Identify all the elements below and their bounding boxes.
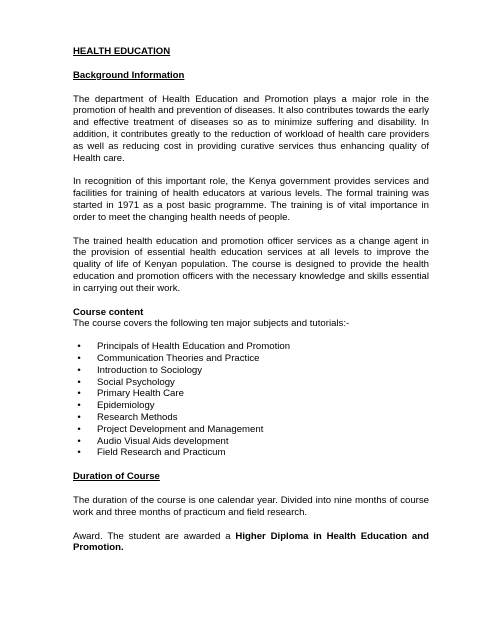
duration-heading: Duration of Course — [73, 471, 160, 483]
list-item — [73, 365, 429, 377]
background-paragraph-3: The trained health education and promotion officer services as a change agent in the provision of essential health education services at all levels to improve the quality of life of Kenyan population. The course is designed to provide the health education and promotion officers with the necessary knowledge and skills essential in carrying out their work. — [73, 235, 429, 294]
list-item-label: Research Methods — [97, 411, 178, 423]
award-qualification: Higher Diploma in Health Education and Promotion. — [73, 530, 429, 554]
bullet-icon: • — [77, 388, 81, 400]
list-item — [73, 341, 429, 353]
bullet-icon: • — [77, 435, 81, 447]
award-paragraph — [73, 531, 429, 555]
bullet-icon: • — [77, 341, 81, 353]
bullet-icon: • — [77, 411, 81, 423]
course-subjects-list — [73, 341, 429, 459]
list-item — [73, 353, 429, 365]
course-content-intro: The course covers the following ten major subjects and tutorials:- — [73, 318, 350, 330]
list-item-label: Introduction to Sociology — [97, 364, 203, 376]
list-item — [73, 377, 429, 389]
list-item — [73, 424, 429, 436]
list-item-label: Social Psychology — [97, 376, 175, 388]
list-item-label: Principals of Health Education and Promotion — [97, 341, 291, 353]
background-paragraph-1: The department of Health Education and Promotion plays a major role in the promotion of health and prevention of diseases. It also contributes towards the early and effective treatment of diseases so as to minimize suffering and disability. In addition, it contributes greatly to the reduction of workload of health care providers as well as reducing cost in providing curative services thus enhancing quality of Health care. — [73, 93, 429, 164]
background-heading: Background Information — [73, 69, 185, 81]
bullet-icon: • — [77, 447, 81, 459]
award-prefix: Award. The student are awarded a — [73, 530, 236, 542]
list-item — [73, 447, 429, 459]
list-item — [73, 436, 429, 448]
list-item — [73, 400, 429, 412]
duration-paragraph: The duration of the course is one calendar year. Divided into nine months of course work and three months of practicum and field research. — [73, 494, 429, 518]
list-item-label: Epidemiology — [97, 400, 155, 412]
document-title: HEALTH EDUCATION — [73, 46, 171, 57]
list-item-label: Communication Theories and Practice — [97, 352, 260, 364]
bullet-icon: • — [77, 352, 81, 364]
document-page — [73, 46, 429, 554]
list-item-label: Primary Health Care — [97, 388, 184, 400]
bullet-icon: • — [77, 400, 81, 412]
bullet-icon: • — [77, 364, 81, 376]
course-content-heading: Course content — [73, 306, 144, 318]
bullet-icon: • — [77, 376, 81, 388]
list-item-label: Field Research and Practicum — [97, 447, 226, 459]
list-item-label: Project Development and Management — [97, 423, 264, 435]
bullet-icon: • — [77, 423, 81, 435]
list-item-label: Audio Visual Aids development — [97, 435, 229, 447]
list-item — [73, 412, 429, 424]
list-item — [73, 388, 429, 400]
background-paragraph-2: In recognition of this important role, the Kenya government provides services and facilities for training of health educators at various levels. The formal training was started in 1971 as a post basic programme. The training is of vital importance in order to meet the changing health needs of people. — [73, 176, 429, 223]
